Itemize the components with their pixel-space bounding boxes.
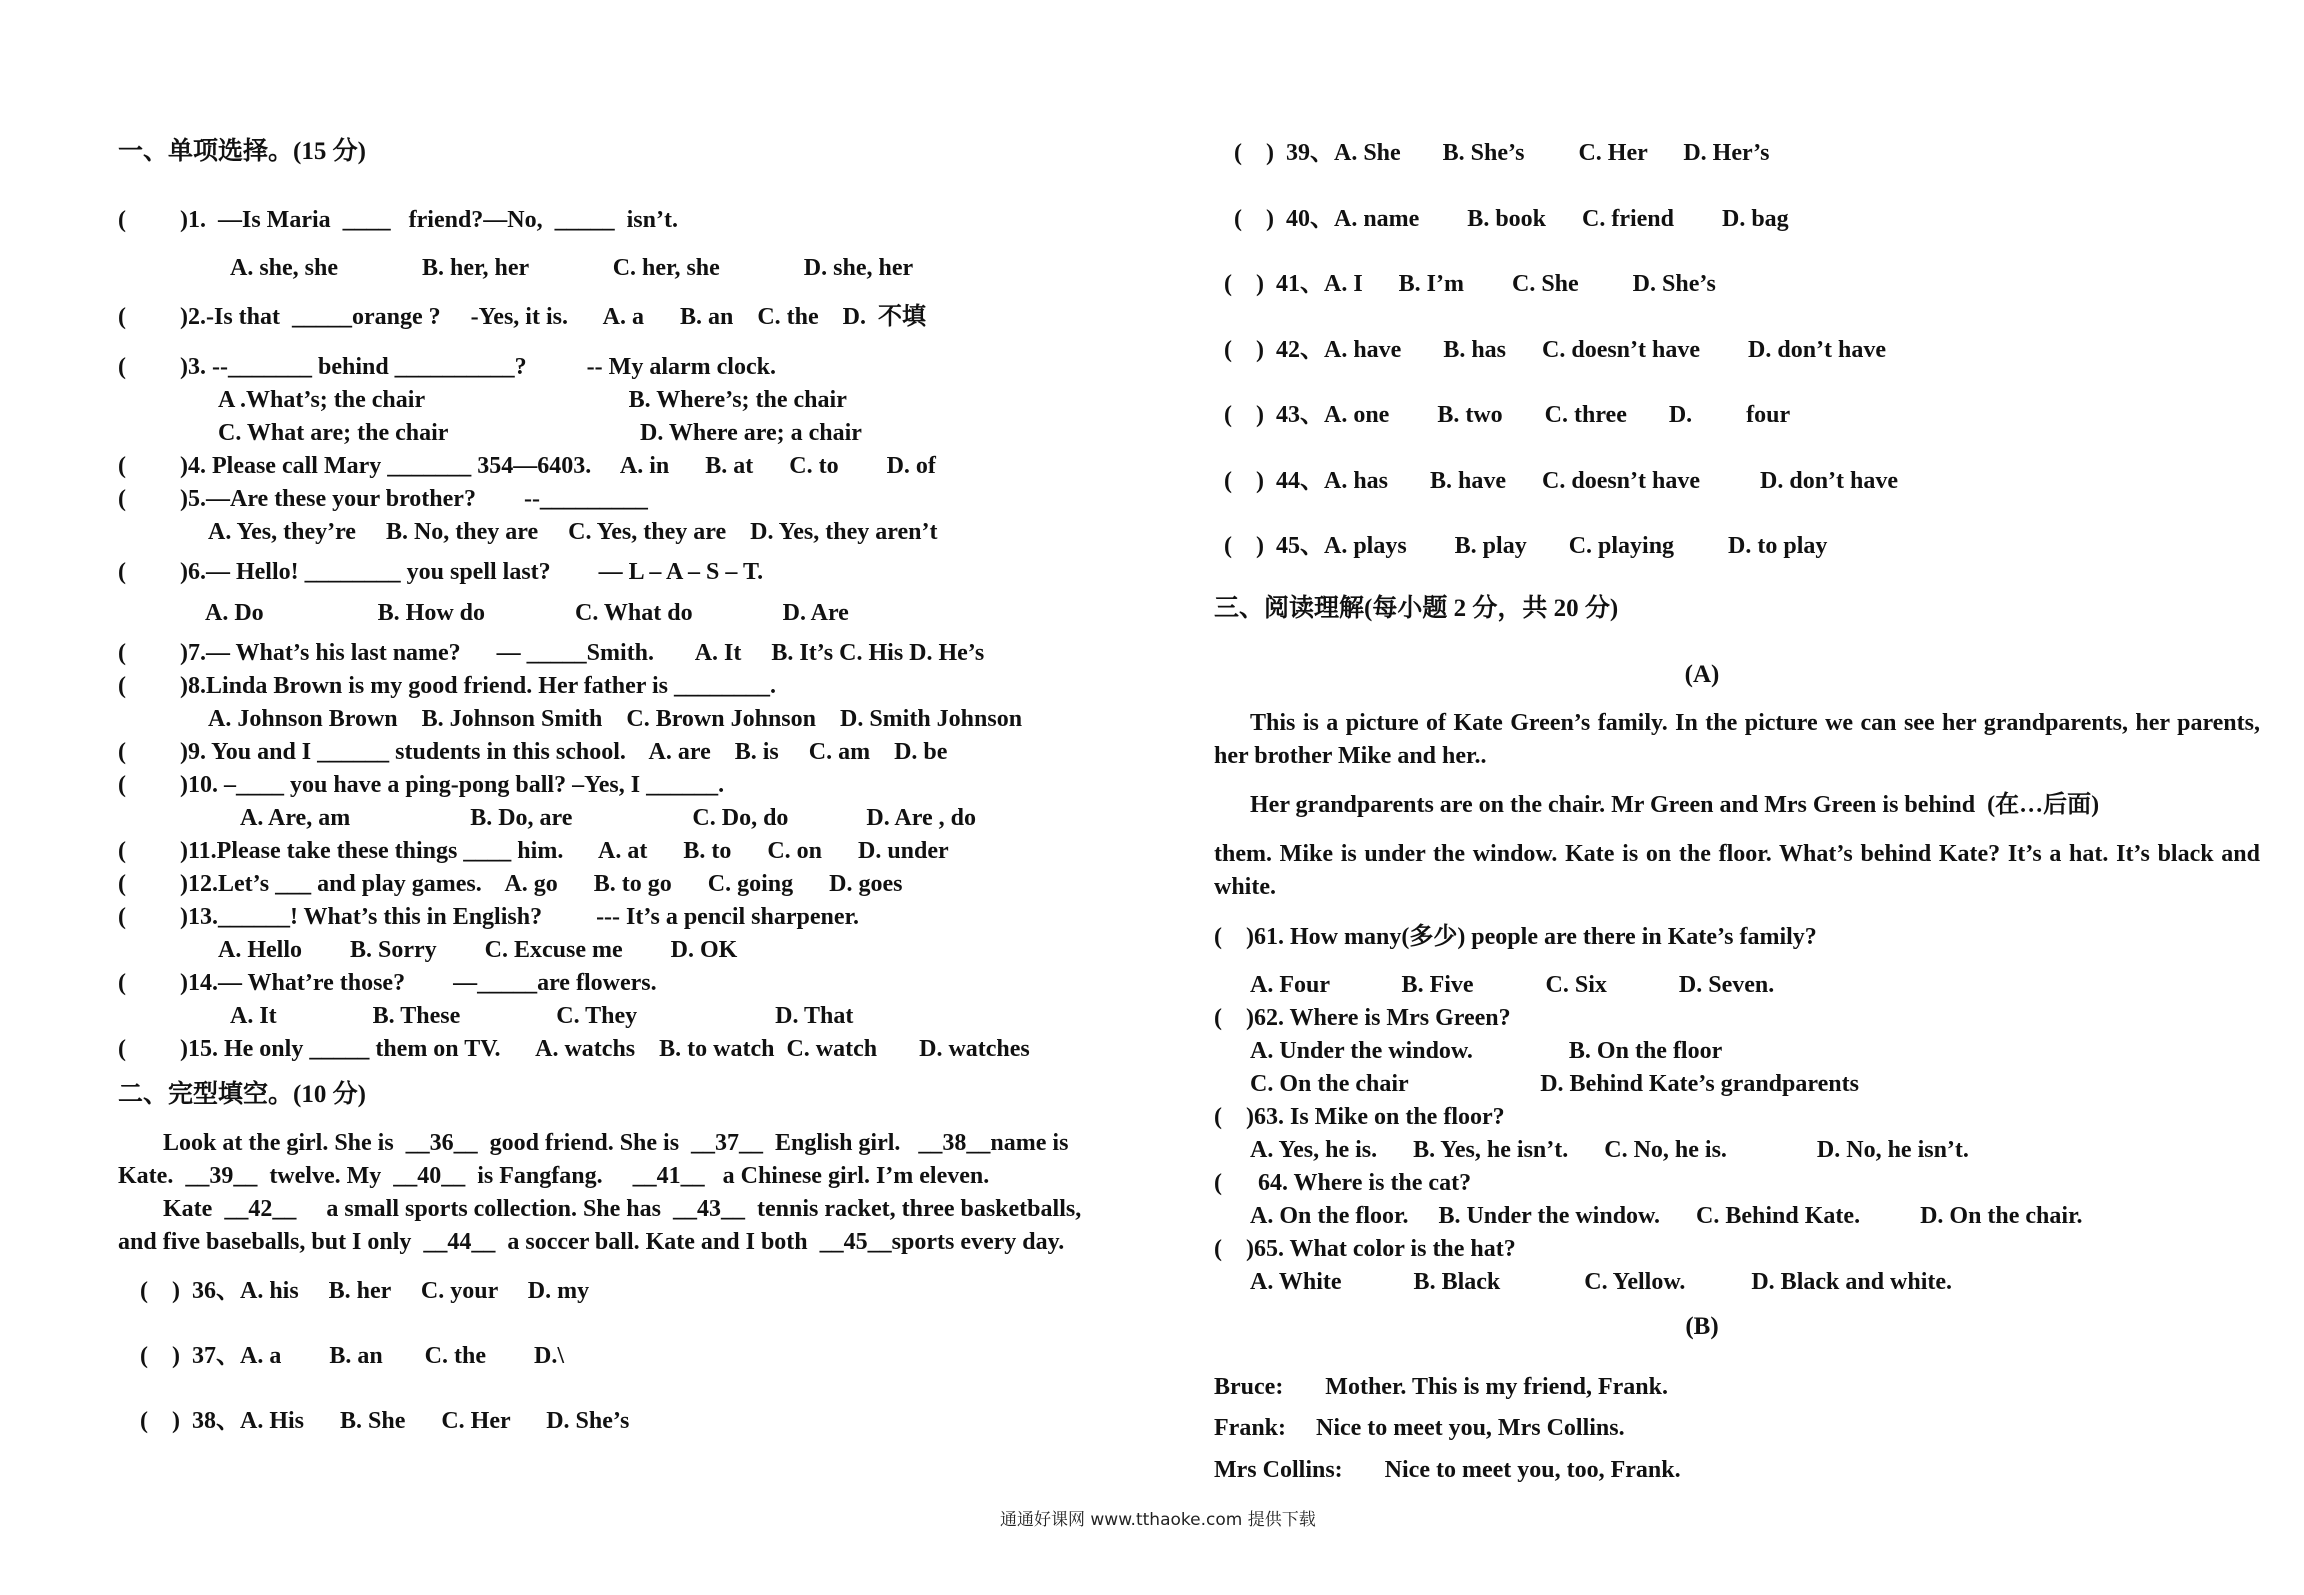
- q3-options-ab: A .What’s; the chair B. Where’s; the chair: [218, 387, 847, 413]
- option-36: ( ) 36、A. his B. her C. your D. my: [140, 1278, 590, 1304]
- question-64: ( 64. Where is the cat?: [1214, 1170, 1472, 1196]
- question-62-options-ab: A. Under the window. B. On the floor: [1250, 1038, 1723, 1064]
- q14-options: A. It B. These C. They D. That: [230, 1003, 854, 1029]
- option-43: ( ) 43、A. one B. two C. three D. four: [1224, 402, 1791, 428]
- q11: ( )11.Please take these things ____ him. A. at B. to C. on D. under: [118, 838, 949, 864]
- section1-title: 一、单项选择。(15 分): [118, 138, 366, 165]
- question-62-options-cd: C. On the chair D. Behind Kate’s grandparents: [1250, 1071, 1859, 1097]
- q12: ( )12.Let’s ___ and play games. A. go B. to go C. going D. goes: [118, 871, 903, 897]
- q8-options: A. Johnson Brown B. Johnson Smith C. Brown Johnson D. Smith Johnson: [208, 706, 1023, 732]
- option-40: ( ) 40、A. name B. book C. friend D. bag: [1234, 206, 1789, 232]
- option-39: ( ) 39、A. She B. She’s C. Her D. Her’s: [1234, 140, 1770, 166]
- section3-title: 三、阅读理解(每小题 2 分，共 20 分): [1214, 595, 1619, 622]
- question-61-options: A. Four B. Five C. Six D. Seven.: [1250, 972, 1775, 998]
- q15: ( )15. He only _____ them on TV. A. watchs B. to watch C. watch D. watches: [118, 1036, 1030, 1062]
- cloze-line-2: Kate. __39__ twelve. My __40__ is Fangfang. __41__ a Chinese girl. I’m eleven.: [118, 1163, 990, 1189]
- q3-options-cd: C. What are; the chair D. Where are; a chair: [218, 420, 862, 446]
- passage-a-paragraph-2-line-1: Her grandparents are on the chair. Mr Green and Mrs Green is behind (在…后面): [1250, 792, 2100, 818]
- option-37: ( ) 37、A. a B. an C. the D.\: [140, 1343, 564, 1369]
- question-65-options: A. White B. Black C. Yellow. D. Black and white.: [1250, 1269, 1953, 1295]
- q2: ( )2.-Is that _____orange ? -Yes, it is. A. a B. an C. the D. 不填: [118, 304, 926, 330]
- q14: ( )14.— What’re those? —_____are flowers.: [118, 970, 657, 996]
- passage-b-label: (B): [1685, 1313, 1719, 1340]
- q10-options: A. Are, am B. Do, are C. Do, do D. Are , do: [240, 805, 976, 831]
- q5: ( )5.—Are these your brother? --_________: [118, 486, 648, 512]
- option-38: ( ) 38、A. His B. She C. Her D. She’s: [140, 1408, 630, 1434]
- cloze-line-1: Look at the girl. She is __36__ good friend. She is __37__ English girl. __38__name is: [163, 1130, 1069, 1156]
- q9: ( )9. You and I ______ students in this school. A. are B. is C. am D. be: [118, 739, 948, 765]
- q3: ( )3. --_______ behind __________? -- My alarm clock.: [118, 354, 776, 380]
- question-62: ( )62. Where is Mrs Green?: [1214, 1005, 1511, 1031]
- option-42: ( ) 42、A. have B. has C. doesn’t have D. don’t have: [1224, 337, 1887, 363]
- option-45: ( ) 45、A. plays B. play C. playing D. to play: [1224, 533, 1828, 559]
- footer-source: 通通好课网 www.tthaoke.com 提供下载: [1000, 1510, 1316, 1530]
- q10: ( )10. –____ you have a ping-pong ball? –Yes, I ______.: [118, 772, 725, 798]
- section2-title: 二、完型填空。(10 分): [118, 1081, 366, 1108]
- q13: ( )13.______! What’s this in English? --- It’s a pencil sharpener.: [118, 904, 859, 930]
- passage-a-paragraph-1: This is a picture of Kate Green’s family. In the picture we can see her grandparents, her parents, her brother Mike and her..: [1214, 710, 2260, 769]
- q8: ( )8.Linda Brown is my good friend. Her father is ________.: [118, 673, 777, 699]
- passage-a-label: (A): [1684, 661, 1720, 688]
- cloze-line-4: and five baseballs, but I only __44__ a soccer ball. Kate and I both __45__sports every day.: [118, 1229, 1065, 1255]
- q1: ( )1. —Is Maria ____ friend?—No, _____ isn’t.: [118, 207, 678, 233]
- question-65: ( )65. What color is the hat?: [1214, 1236, 1516, 1262]
- dialogue-line-frank: Frank: Nice to meet you, Mrs Collins.: [1214, 1415, 1625, 1441]
- option-44: ( ) 44、A. has B. have C. doesn’t have D. don’t have: [1224, 468, 1899, 494]
- q1-options: A. she, she B. her, her C. her, she D. she, her: [230, 255, 914, 281]
- q6: ( )6.— Hello! ________ you spell last? — L – A – S – T.: [118, 559, 764, 585]
- question-61: ( )61. How many(多少) people are there in Kate’s family?: [1214, 924, 1817, 950]
- dialogue-line-mrs-collins: Mrs Collins: Nice to meet you, too, Frank.: [1214, 1457, 1681, 1483]
- q5-options: A. Yes, they’re B. No, they are C. Yes, they are D. Yes, they aren’t: [208, 519, 938, 545]
- left-column: [0, 0, 1150, 1595]
- q4: ( )4. Please call Mary _______ 354—6403. A. in B. at C. to D. of: [118, 453, 936, 479]
- question-64-options: A. On the floor. B. Under the window. C. Behind Kate. D. On the chair.: [1250, 1203, 2083, 1229]
- question-63: ( )63. Is Mike on the floor?: [1214, 1104, 1505, 1130]
- question-63-options: A. Yes, he is. B. Yes, he isn’t. C. No, he is. D. No, he isn’t.: [1250, 1137, 1969, 1163]
- passage-a-paragraph-2-rest: them. Mike is under the window. Kate is on the floor. What’s behind Kate? It’s a hat. It’s black and white.: [1214, 841, 2260, 900]
- q13-options: A. Hello B. Sorry C. Excuse me D. OK: [218, 937, 738, 963]
- q7: ( )7.— What’s his last name? — _____Smith. A. It B. It’s C. His D. He’s: [118, 640, 985, 666]
- q6-options: A. Do B. How do C. What do D. Are: [205, 600, 849, 626]
- option-41: ( ) 41、A. I B. I’m C. She D. She’s: [1224, 271, 1716, 297]
- cloze-line-3: Kate __42__ a small sports collection. She has __43__ tennis racket, three basketballs,: [163, 1196, 1082, 1222]
- dialogue-line-bruce: Bruce: Mother. This is my friend, Frank.: [1214, 1374, 1668, 1400]
- right-column: [1150, 0, 2304, 1595]
